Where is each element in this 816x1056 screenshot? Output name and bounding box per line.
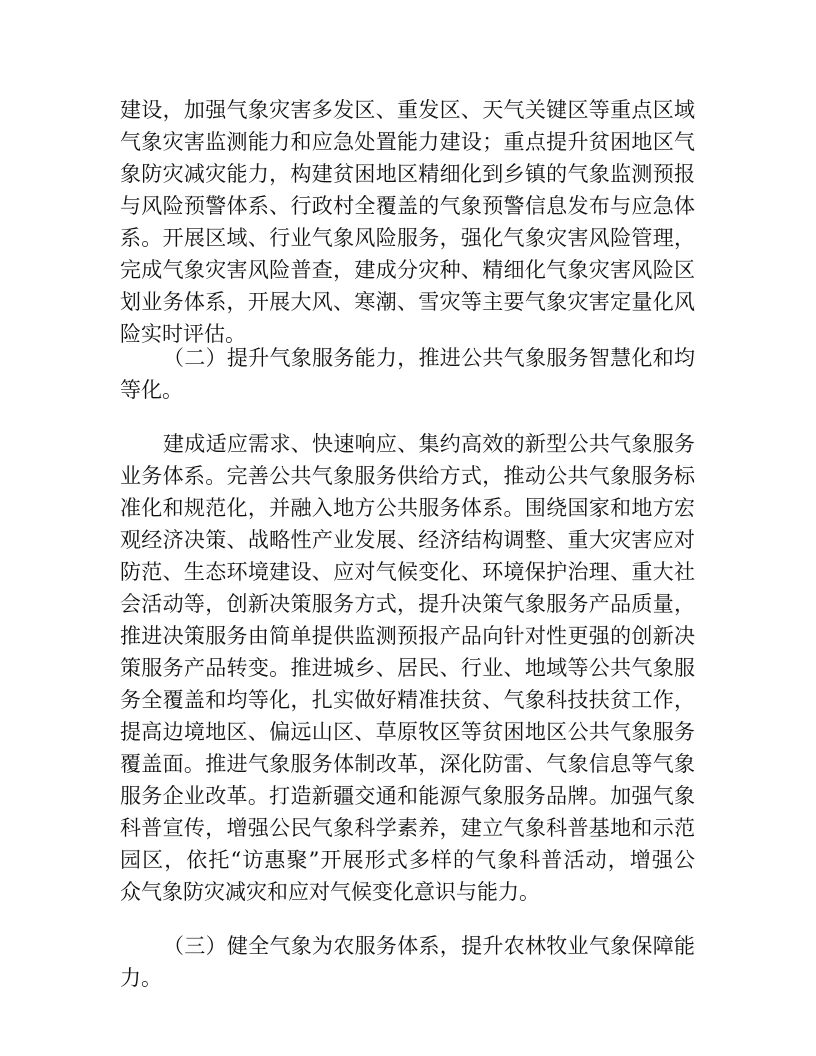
- paragraph-2-line-8: 策服务产品转变。推进城乡、居民、行业、地域等公共气象服: [120, 656, 695, 680]
- paragraph-1-line-6: 完成气象灾害风险普查，建成分灾种、精细化气象灾害风险区: [120, 258, 695, 282]
- paragraph-1-line-4: 与风险预警体系、行政村全覆盖的气象预警信息发布与应急体: [120, 194, 695, 218]
- paragraph-2-line-2: 业务体系。完善公共气象服务供给方式，推动公共气象服务标: [120, 464, 695, 488]
- paragraph-1-line-8: 险实时评估。: [120, 322, 246, 346]
- paragraph-2-line-6: 会活动等，创新决策服务方式，提升决策气象服务产品质量，: [120, 592, 695, 616]
- paragraph-2-line-14: 园区，依托“访惠聚”开展形式多样的气象科普活动，增强公: [120, 848, 695, 872]
- paragraph-2-line-4: 观经济决策、战略性产业发展、经济结构调整、重大灾害应对: [120, 528, 695, 552]
- section-heading-2-line-2: 等化。: [120, 378, 183, 402]
- section-heading-2-line-1: （二）提升气象服务能力，推进公共气象服务智慧化和均: [163, 346, 695, 370]
- paragraph-2-line-12: 服务企业改革。打造新疆交通和能源气象服务品牌。加强气象: [120, 784, 695, 808]
- paragraph-2-line-5: 防范、生态环境建设、应对气候变化、环境保护治理、重大社: [120, 560, 695, 584]
- paragraph-1-line-7: 划业务体系，开展大风、寒潮、雪灾等主要气象灾害定量化风: [120, 290, 695, 314]
- paragraph-2-line-11: 覆盖面。推进气象服务体制改革，深化防雷、气象信息等气象: [120, 752, 695, 776]
- section-heading-3-line-2: 力。: [120, 966, 162, 990]
- paragraph-2-line-9: 务全覆盖和均等化，扎实做好精准扶贫、气象科技扶贫工作，: [120, 688, 695, 712]
- paragraph-2-line-13: 科普宣传，增强公民气象科学素养，建立气象科普基地和示范: [120, 816, 695, 840]
- paragraph-1-line-1: 建设，加强气象灾害多发区、重发区、天气关键区等重点区域: [120, 98, 695, 122]
- paragraph-2-line-7: 推进决策服务由简单提供监测预报产品向针对性更强的创新决: [120, 624, 695, 648]
- section-heading-3-line-1: （三）健全气象为农服务体系，提升农林牧业气象保障能: [163, 934, 695, 958]
- paragraph-1-line-2: 气象灾害监测能力和应急处置能力建设；重点提升贫困地区气: [120, 130, 695, 154]
- paragraph-2-line-1: 建成适应需求、快速响应、集约高效的新型公共气象服务: [163, 432, 695, 456]
- paragraph-2-line-3: 准化和规范化，并融入地方公共服务体系。围绕国家和地方宏: [120, 496, 695, 520]
- paragraph-2-line-15: 众气象防灾减灾和应对气候变化意识与能力。: [120, 880, 540, 904]
- paragraph-1-line-3: 象防灾减灾能力，构建贫困地区精细化到乡镇的气象监测预报: [120, 162, 695, 186]
- paragraph-2-line-10: 提高边境地区、偏远山区、草原牧区等贫困地区公共气象服务: [120, 720, 695, 744]
- paragraph-1-line-5: 系。开展区域、行业气象风险服务，强化气象灾害风险管理，: [120, 226, 695, 250]
